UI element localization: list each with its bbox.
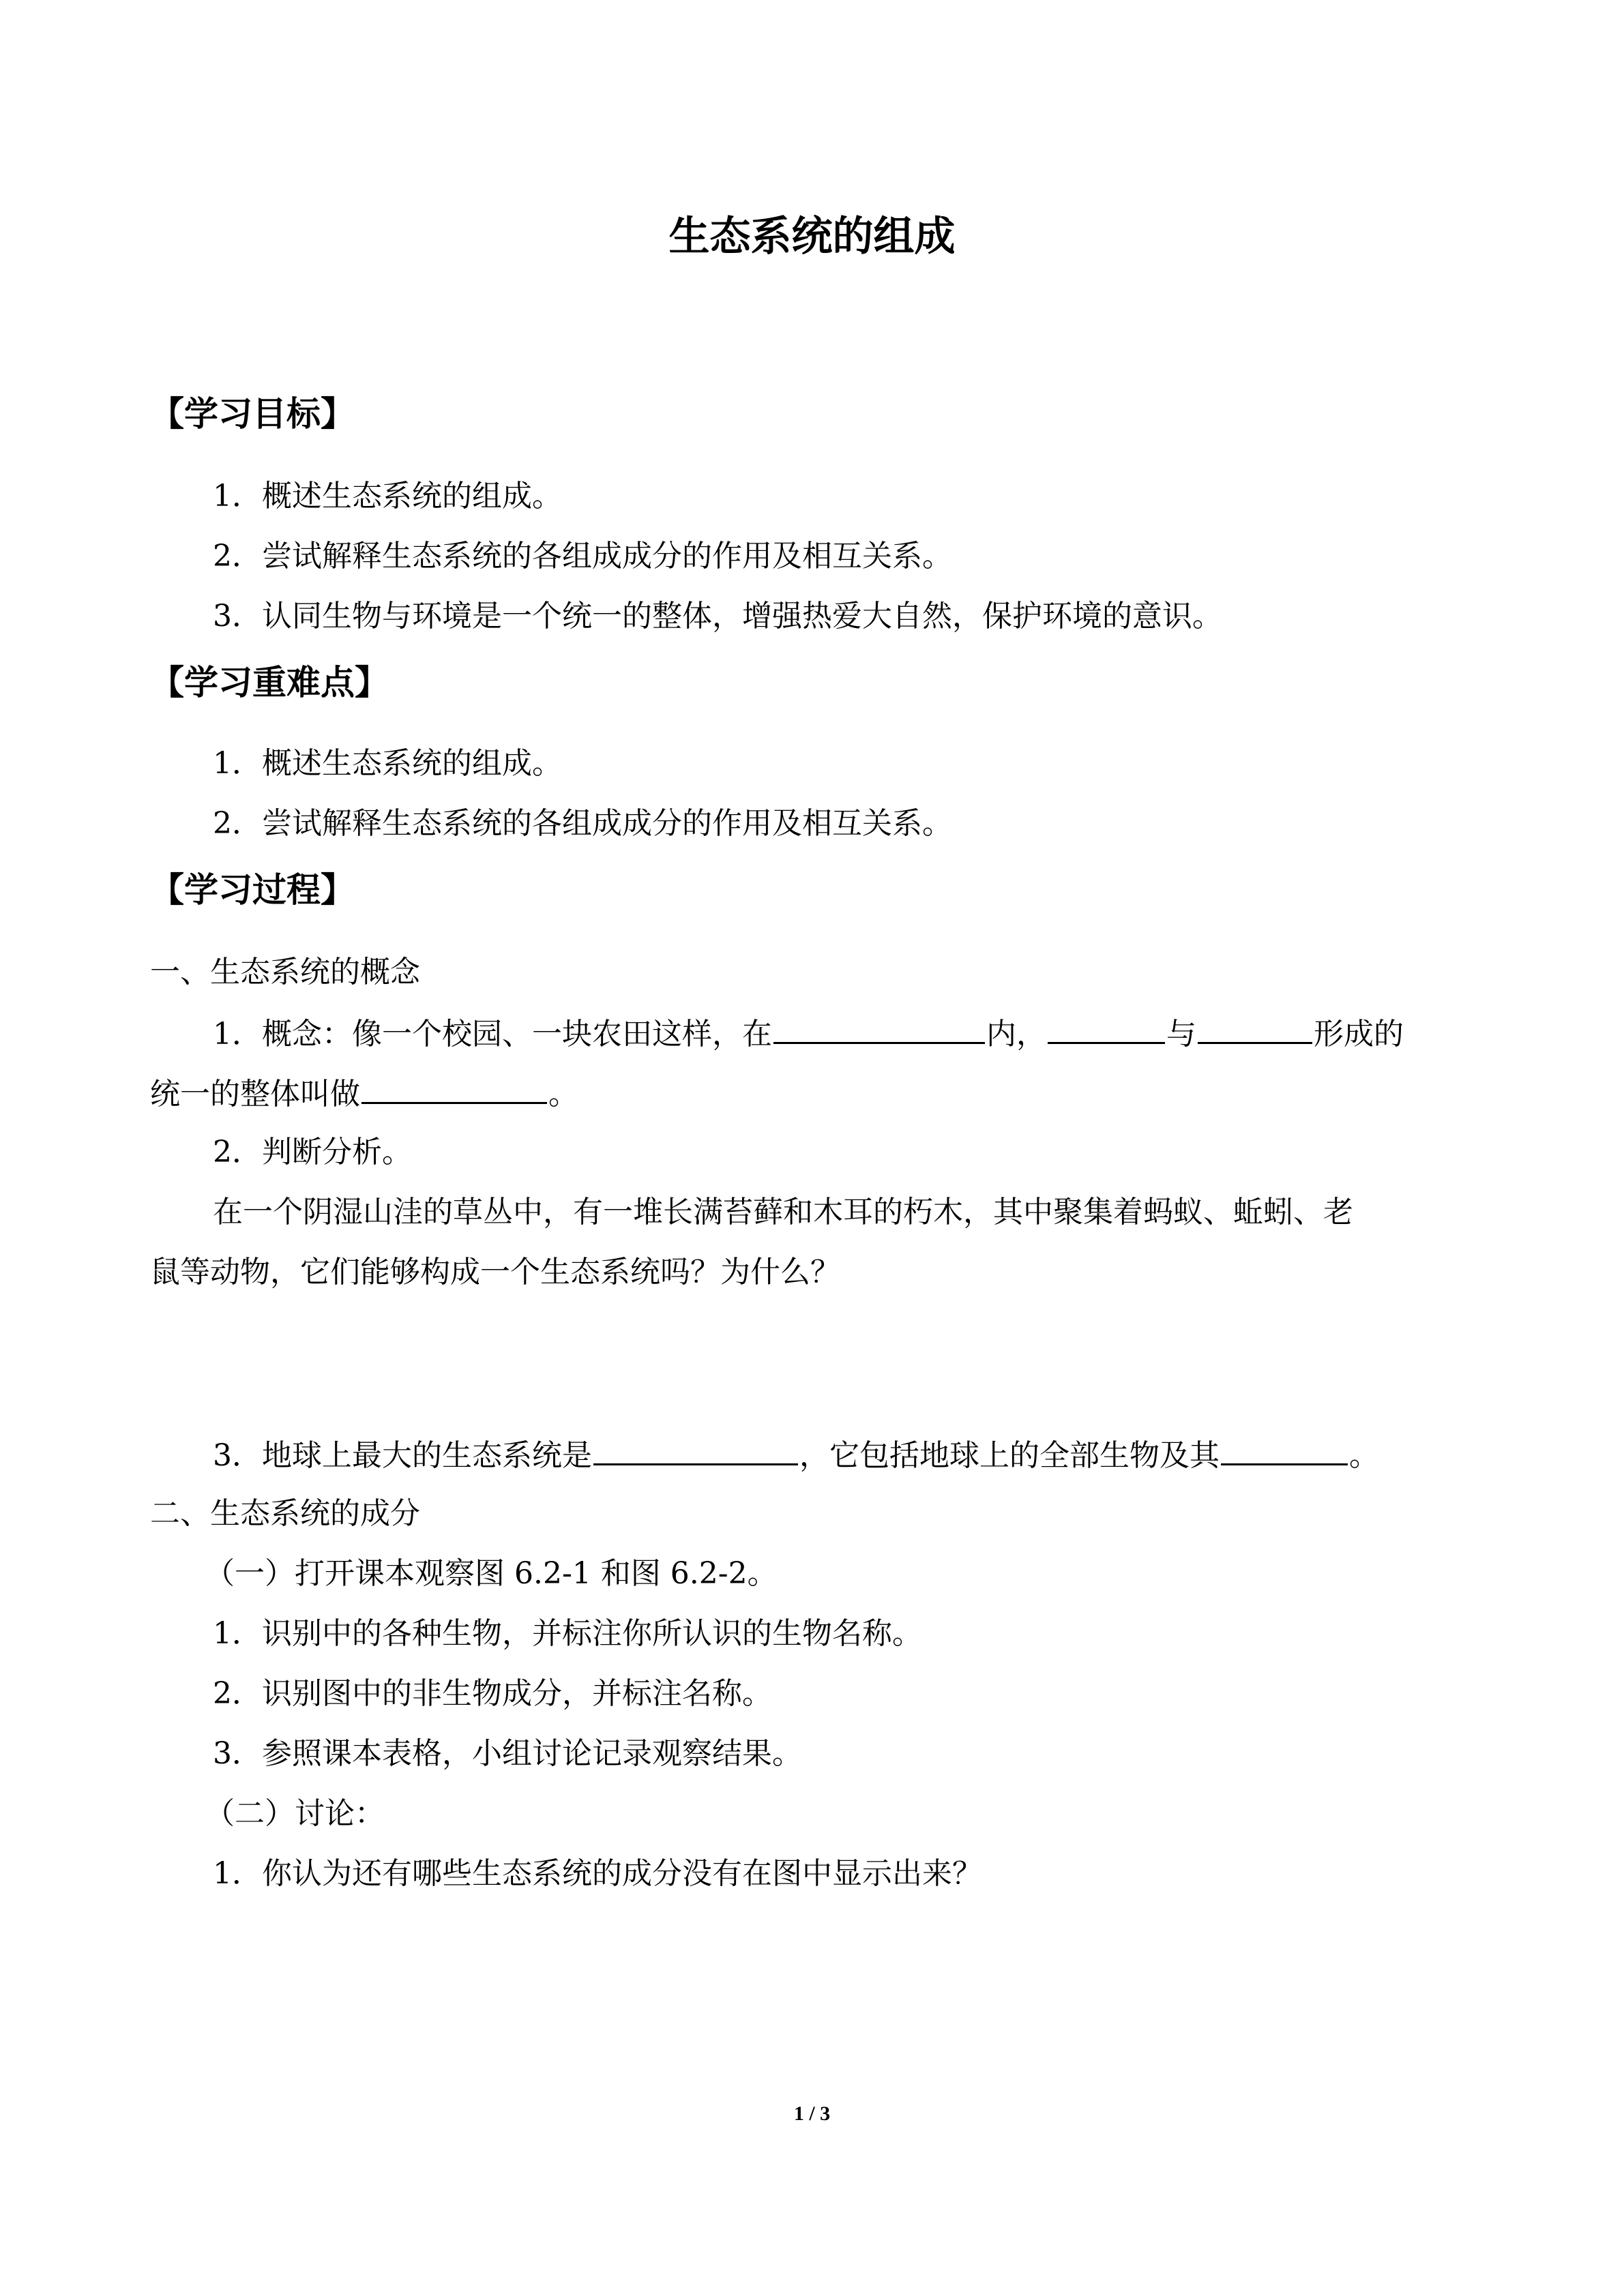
part2-title: 二、生态系统的成分: [150, 1496, 420, 1531]
discuss-label: （二）讨论：: [205, 1796, 385, 1831]
observe-instruction: （一）打开课本观察图 6.2-1 和图 6.2-2。: [205, 1556, 778, 1591]
concept-line-1: [213, 1012, 1404, 1055]
objective-item-2: 2．尝试解释生态系统的各组成成分的作用及相互关系。: [213, 539, 952, 573]
blank-term[interactable]: [361, 1072, 547, 1104]
concept-text-b: 内，: [986, 1017, 1046, 1052]
blank-biosphere[interactable]: [593, 1433, 798, 1465]
blank-environment[interactable]: [1198, 1012, 1312, 1044]
concept-text-e: 统一的整体叫做: [150, 1077, 360, 1112]
page-number: 1 / 3: [793, 2102, 831, 2125]
observe-item-1: 1．识别中的各种生物，并标注你所认识的生物名称。: [213, 1616, 922, 1651]
key-point-item-1: 1．概述生态系统的组成。: [213, 746, 562, 781]
concept-text-a: 1．概念：像一个校园、一块农田这样，在: [213, 1017, 772, 1052]
key-points-heading: 【学习重难点】: [150, 663, 389, 702]
scenario-line-1: 在一个阴湿山洼的草丛中，有一堆长满苔藓和木耳的朽木，其中聚集着蚂蚁、蚯蚓、老: [213, 1195, 1353, 1229]
concept-text-f: 。: [548, 1077, 578, 1112]
observe-item-2: 2．识别图中的非生物成分，并标注名称。: [213, 1676, 772, 1711]
objectives-heading: 【学习目标】: [150, 394, 355, 434]
concept-text-c: 与: [1166, 1017, 1196, 1052]
part1-title: 一、生态系统的概念: [150, 955, 420, 989]
largest-text-c: 。: [1349, 1438, 1379, 1473]
objective-item-3: 3．认同生物与环境是一个统一的整体，增强热爱大自然，保护环境的意识。: [213, 599, 1222, 633]
judge-label: 2．判断分析。: [213, 1135, 412, 1169]
discuss-question-1: 1．你认为还有哪些生态系统的成分没有在图中显示出来？: [213, 1856, 982, 1891]
concept-line-2: [150, 1072, 578, 1115]
blank-scope[interactable]: [773, 1012, 985, 1044]
scenario-line-2: 鼠等动物，它们能够构成一个生态系统吗？为什么？: [150, 1255, 840, 1289]
process-heading: 【学习过程】: [150, 870, 355, 910]
blank-organisms[interactable]: [1048, 1012, 1165, 1044]
observe-item-3: 3．参照课本表格，小组讨论记录观察结果。: [213, 1736, 802, 1771]
key-point-item-2: 2．尝试解释生态系统的各组成成分的作用及相互关系。: [213, 806, 952, 841]
concept-text-d: 形成的: [1314, 1017, 1404, 1052]
document-title: 生态系统的组成: [668, 213, 956, 260]
largest-text-b: ，它包括地球上的全部生物及其: [799, 1438, 1220, 1473]
blank-environment-2[interactable]: [1221, 1433, 1348, 1465]
largest-text-a: 3．地球上最大的生态系统是: [213, 1438, 592, 1473]
objective-item-1: 1．概述生态系统的组成。: [213, 479, 562, 513]
largest-ecosystem-line: [213, 1433, 1379, 1476]
